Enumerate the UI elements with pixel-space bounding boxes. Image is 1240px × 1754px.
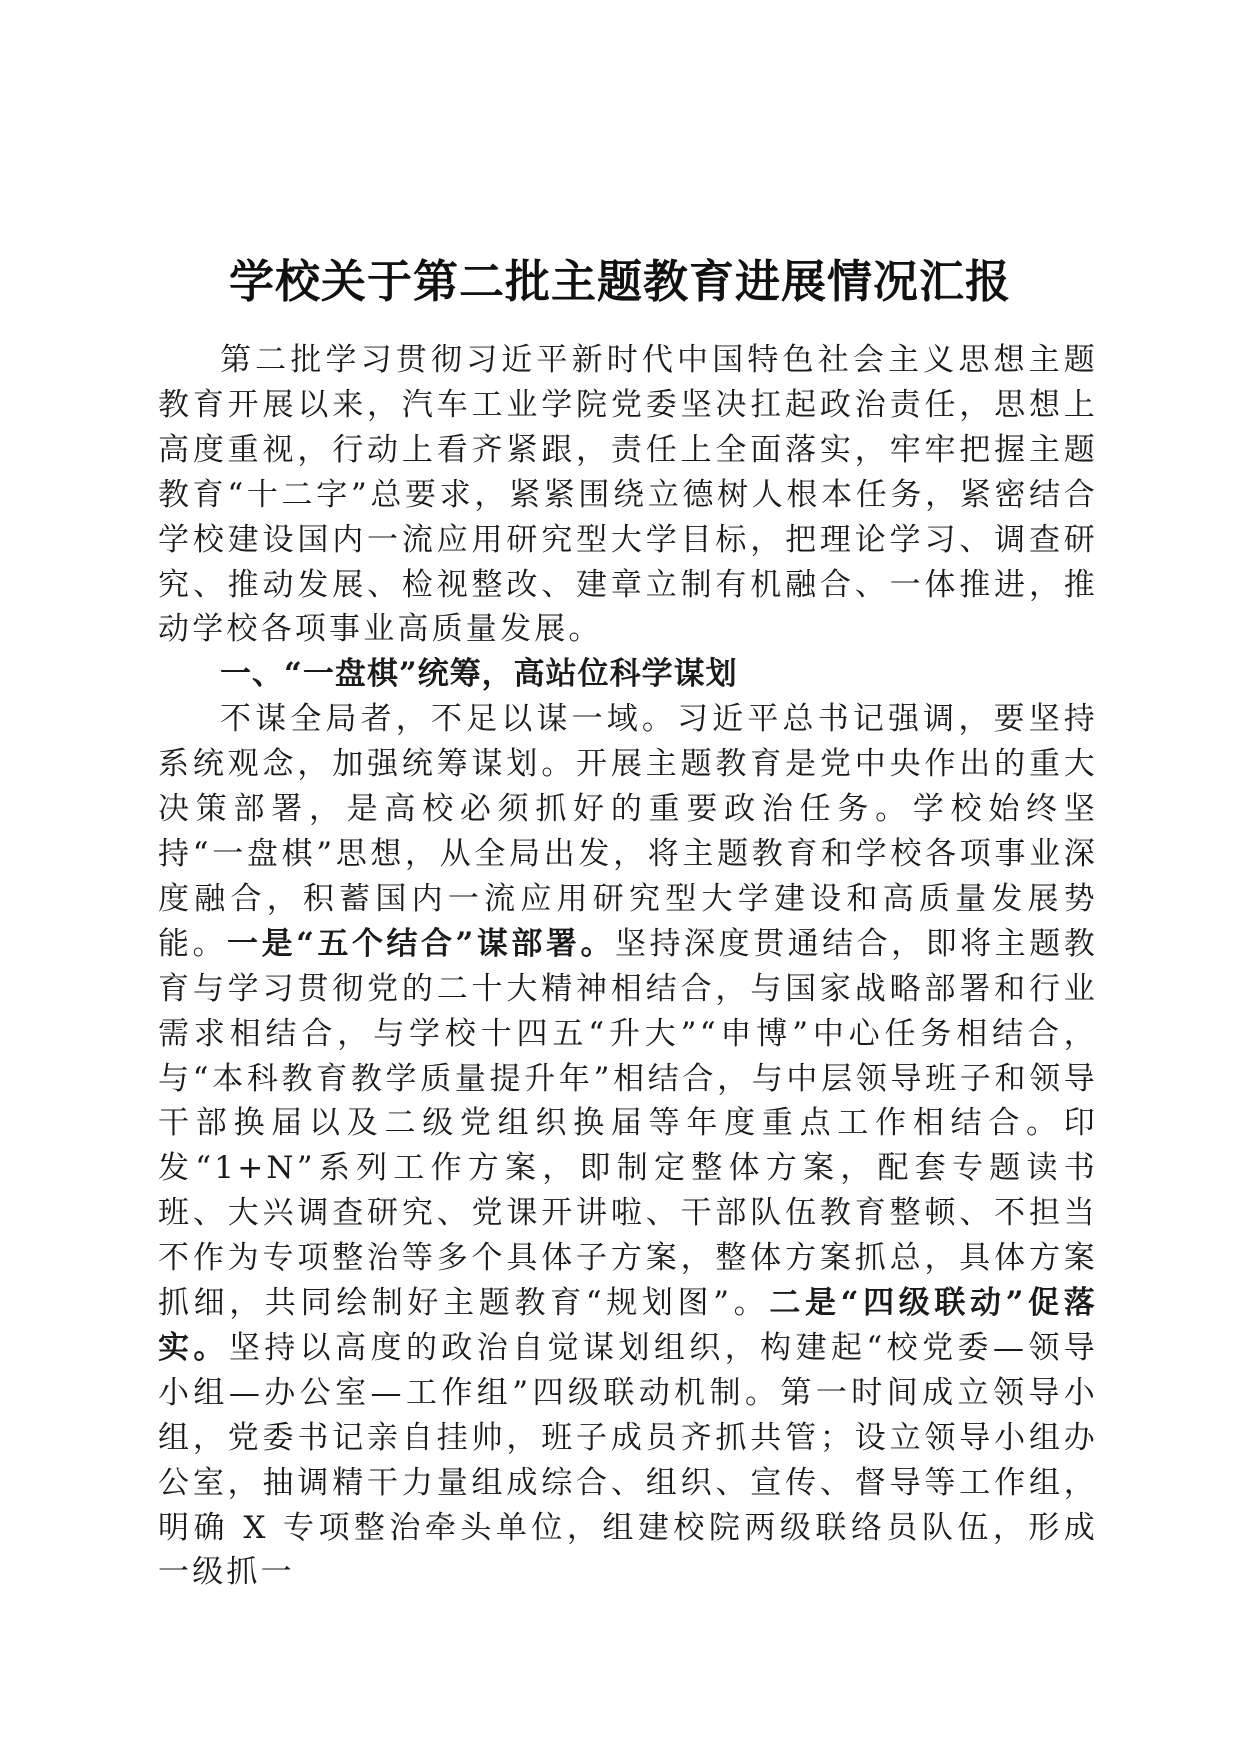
document-title: 学校关于第二批主题教育进展情况汇报 bbox=[228, 255, 1011, 308]
section-lead-text: 不谋全局者，不足以谋一域。习近平总书记强调，要坚持系统观念，加强统筹谋划。开展主题教育是党中央作出的重大决策部署，是高校必须抓好的重要政治任务。学校始终坚持“一盘棋”思想，从全局出发，将主题教育和学校各项事业深度融合，积蓄国内一流应用研究型大学建设和高质量发展势能。 bbox=[158, 701, 1098, 962]
point-two-label: 二是“四级联动”促落实。 bbox=[158, 1285, 1099, 1366]
document-body bbox=[158, 338, 1098, 1595]
intro-paragraph: 第二批学习贯彻习近平新时代中国特色社会主义思想主题教育开展以来，汽车工业学院党委坚决扛起政治责任，思想上高度重视，行动上看齐紧跟，责任上全面落实，牢牢把握主题教育“十二字”总要求，紧紧围绕立德树人根本任务，紧密结合学校建设国内一流应用研究型大学目标，把理论学习、调查研究、推动发展、检视整改、建章立制有机融合、一体推进，推动学校各项事业高质量发展。 bbox=[158, 342, 1098, 648]
section-paragraph bbox=[158, 697, 1098, 1595]
point-one-label: 一是“五个结合”谋部署。 bbox=[227, 925, 615, 962]
point-two-text: 坚持以高度的政治自觉谋划组织，构建起“校党委—领导小组—办公室—工作组”四级联动机制。第一时间成立领导小组，党委书记亲自挂帅，班子成员齐抓共管；设立领导小组办公室，抽调精干力量组成综合、组织、宣传、督导等工作组，明确 X 专项整治牵头单位，组建校院两级联络员队伍，形成一级抓一 bbox=[158, 1329, 1098, 1591]
point-one-text: 坚持深度贯通结合，即将主题教育与学习贯彻党的二十大精神相结合，与国家战略部署和行业需求相结合，与学校十四五“升大”“申博”中心任务相结合，与“本科教育教学质量提升年”相结合，与中层领导班子和领导干部换届以及二级党组织换届等年度重点工作相结合。印发“1+N”系列工作方案，即制定整体方案，配套专题读书班、大兴调查研究、党课开讲啦、干部队伍教育整顿、不担当不作为专项整治等多个具体子方案，整体方案抓总，具体方案抓细，共同绘制好主题教育“规划图”。 bbox=[158, 925, 1098, 1322]
section-heading: 一、“一盘棋”统筹，高站位科学谋划 bbox=[220, 656, 738, 693]
